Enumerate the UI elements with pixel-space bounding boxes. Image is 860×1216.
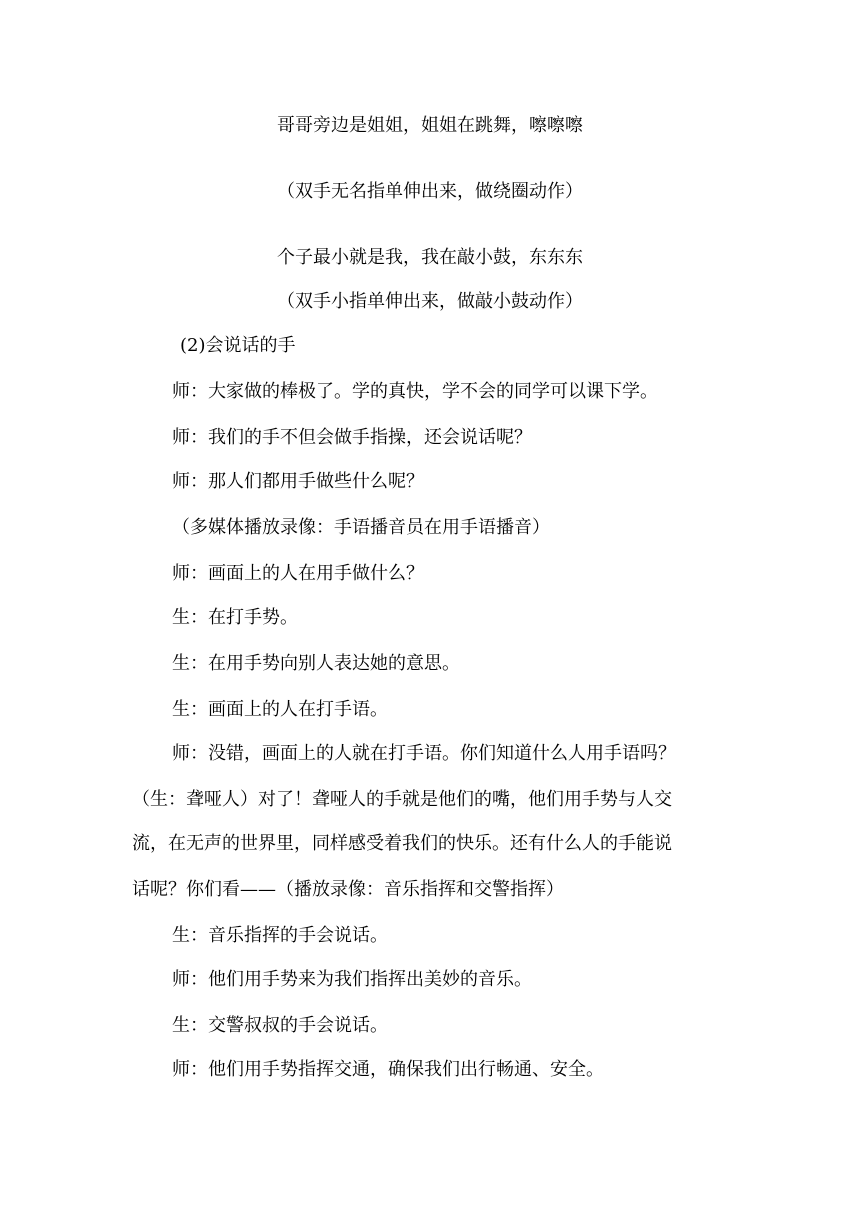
paragraph-line: 师：大家做的棒极了。学的真快，学不会的同学可以课下学。 xyxy=(172,381,658,402)
poem-action-2: （双手小指单伸出来，做敲小鼓动作） xyxy=(277,291,583,312)
paragraph-line: 生：交警叔叔的手会说话。 xyxy=(172,1015,388,1036)
paragraph-line: 生：在用手势向别人表达她的意思。 xyxy=(172,653,460,674)
section-heading: (2)会说话的手 xyxy=(180,335,296,356)
paragraph-line: （生：聋哑人）对了！聋哑人的手就是他们的嘴，他们用手势与人交 xyxy=(132,789,672,810)
paragraph-line: 师：我们的手不但会做手指操，还会说话呢？ xyxy=(172,427,532,448)
paragraph-line: （多媒体播放录像：手语播音员在用手语播音） xyxy=(172,517,550,538)
poem-line-2: 个子最小就是我，我在敲小鼓，东东东 xyxy=(277,247,583,268)
paragraph-line: 师：他们用手势来为我们指挥出美妙的音乐。 xyxy=(172,969,532,990)
paragraph-line: 生：在打手势。 xyxy=(172,607,298,628)
paragraph-line: 师：他们用手势指挥交通，确保我们出行畅通、安全。 xyxy=(172,1059,604,1080)
paragraph-line: 话呢？你们看——（播放录像：音乐指挥和交警指挥） xyxy=(132,879,564,900)
paragraph-line: 生：画面上的人在打手语。 xyxy=(172,699,388,720)
paragraph-line: 流，在无声的世界里，同样感受着我们的快乐。还有什么人的手能说 xyxy=(132,833,672,854)
paragraph-line: 师：没错，画面上的人就在打手语。你们知道什么人用手语吗？ xyxy=(172,743,676,764)
poem-action-1: （双手无名指单伸出来，做绕圈动作） xyxy=(277,181,583,202)
paragraph-line: 师：画面上的人在用手做什么？ xyxy=(172,563,424,584)
paragraph-line: 生：音乐指挥的手会说话。 xyxy=(172,925,388,946)
poem-line-1: 哥哥旁边是姐姐，姐姐在跳舞，嚓嚓嚓 xyxy=(277,115,583,136)
paragraph-line: 师：那人们都用手做些什么呢？ xyxy=(172,471,424,492)
